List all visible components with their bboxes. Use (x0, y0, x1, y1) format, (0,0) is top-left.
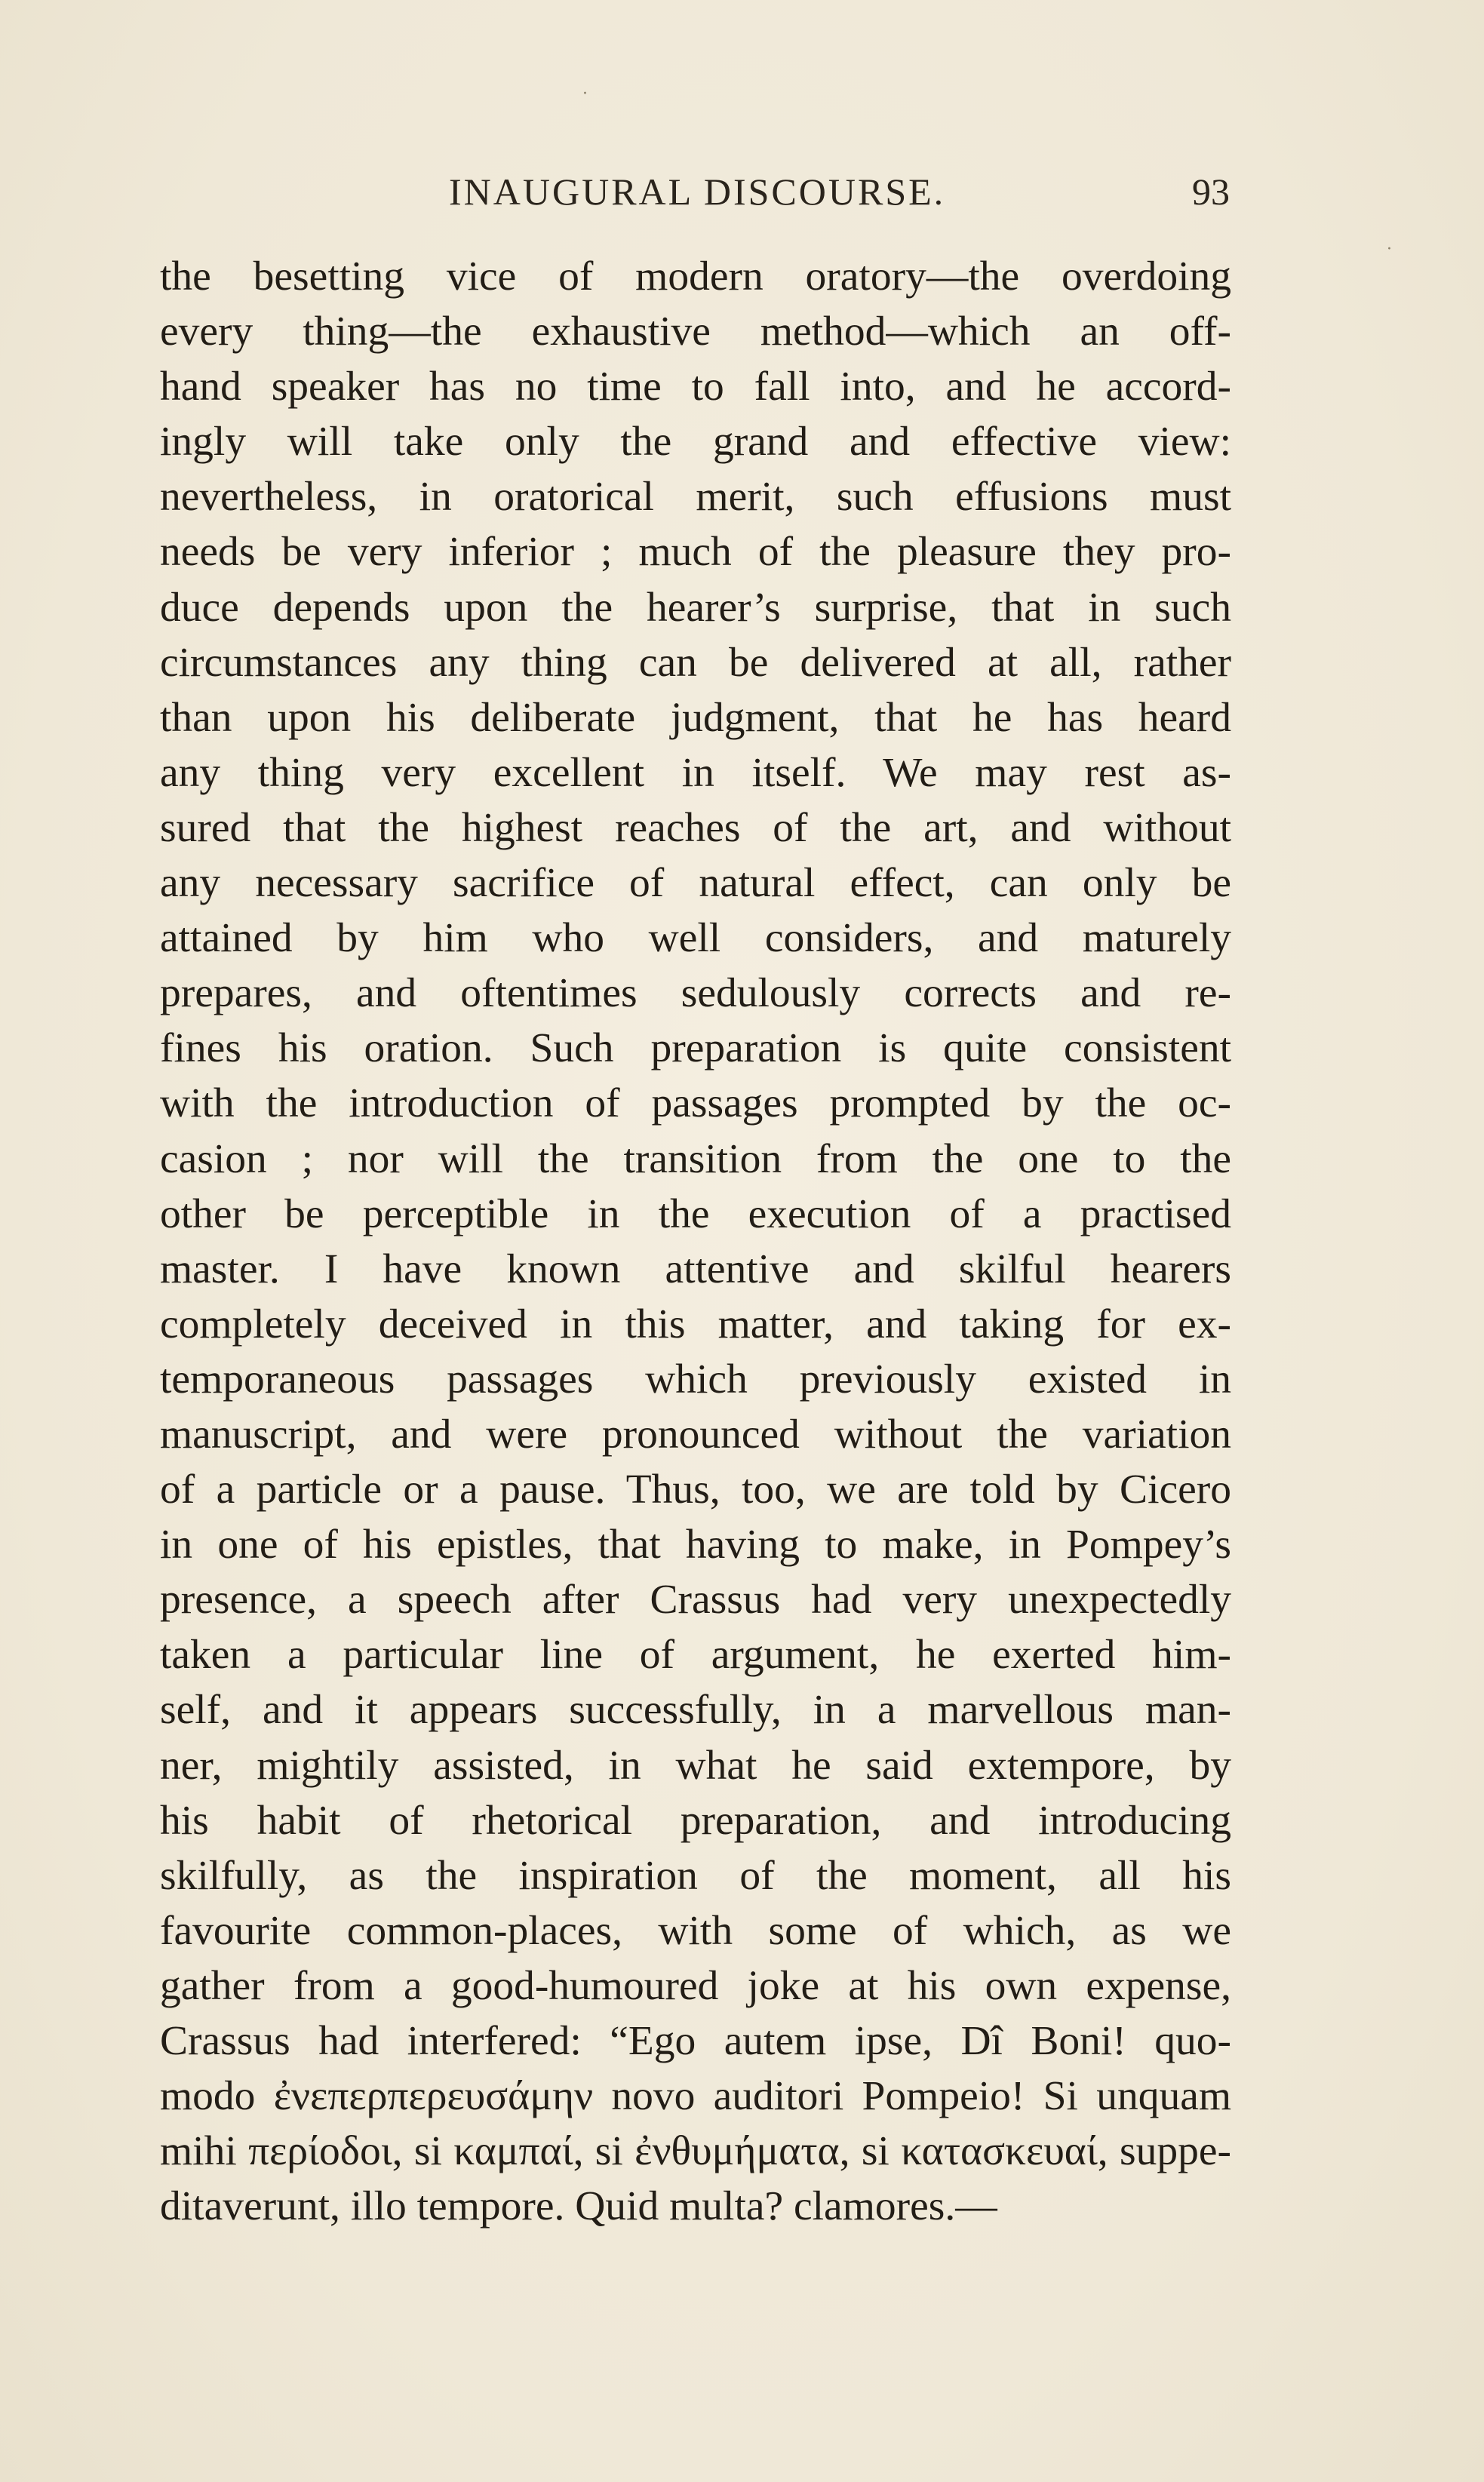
text-line: ingly will take only the grand and effective view: (160, 419, 1231, 465)
text-line: duce depends upon the hearer’s surprise, that in such (160, 584, 1231, 631)
text-line: other be perceptible in the execution of a practised (160, 1190, 1231, 1237)
text-line: the besetting vice of modern oratory—the overdoing (160, 253, 1231, 299)
text-line: ditaverunt, illo tempore. Quid multa? clamores.— (160, 2183, 997, 2230)
text-line: than upon his deliberate judgment, that he has heard (160, 694, 1231, 741)
text-line: any necessary sacrifice of natural effect, can only be (160, 860, 1231, 907)
text-line: in one of his epistles, that having to make, in Pompey’s (160, 1522, 1231, 1568)
text-line: circumstances any thing can be delivered at all, rather (160, 639, 1231, 686)
text-line: casion ; nor will the transition from the one to the (160, 1135, 1231, 1182)
text-line: his habit of rhetorical preparation, and introducing (160, 1797, 1231, 1844)
page-number: 93 (1192, 170, 1230, 213)
text-line: modo ἐνεπερπερευσάμην novo auditori Pompeio! Si unquam (160, 2073, 1231, 2120)
text-line: presence, a speech after Crassus had very unexpectedly (160, 1577, 1231, 1623)
text-line: temporaneous passages which previously existed in (160, 1356, 1231, 1402)
text-line: completely deceived in this matter, and taking for ex- (160, 1301, 1231, 1347)
text-line: nevertheless, in oratorical merit, such effusions must (160, 474, 1231, 521)
text-line: fines his oration. Such preparation is quite consistent (160, 1025, 1231, 1072)
body-text (160, 249, 1231, 2234)
text-line: needs be very inferior ; much of the pleasure they pro- (160, 529, 1231, 576)
text-line: of a particle or a pause. Thus, too, we are told by Cicero (160, 1467, 1231, 1513)
text-line: ner, mightily assisted, in what he said extempore, by (160, 1742, 1231, 1789)
text-line: sured that the highest reaches of the art, and without (160, 804, 1231, 851)
text-line: self, and it appears successfully, in a marvellous man- (160, 1687, 1231, 1734)
text-line: taken a particular line of argument, he exerted him- (160, 1632, 1231, 1679)
text-line: Crassus had interfered: “Ego autem ipse, Dî Boni! quo- (160, 2018, 1231, 2064)
text-line: attained by him who well considers, and maturely (160, 915, 1231, 962)
text-line: every thing—the exhaustive method—which an off- (160, 309, 1231, 355)
ink-speck-mark: · (1387, 240, 1392, 259)
running-title: INAUGURAL DISCOURSE. (449, 170, 946, 213)
text-line: master. I have known attentive and skilful hearers (160, 1246, 1231, 1292)
text-line: manuscript, and were pronounced without the variation (160, 1411, 1231, 1458)
text-line: prepares, and oftentimes sedulously corrects and re- (160, 970, 1231, 1017)
ink-speck-mark: · (582, 84, 588, 103)
text-line: with the introduction of passages prompted by the oc- (160, 1080, 1231, 1127)
text-line: skilfully, as the inspiration of the moment, all his (160, 1852, 1231, 1899)
text-line: gather from a good-humoured joke at his own expense, (160, 1962, 1231, 2009)
text-line: any thing very excellent in itself. We may rest as- (160, 749, 1231, 796)
text-line: hand speaker has no time to fall into, and he accord- (160, 364, 1231, 410)
text-line: favourite common-places, with some of which, as we (160, 1907, 1231, 1954)
running-header (422, 170, 1252, 223)
text-line: mihi περίοδοι, si καμπαί, si ἐνθυμήματα, si κατασκευαί, suppe- (160, 2128, 1231, 2175)
